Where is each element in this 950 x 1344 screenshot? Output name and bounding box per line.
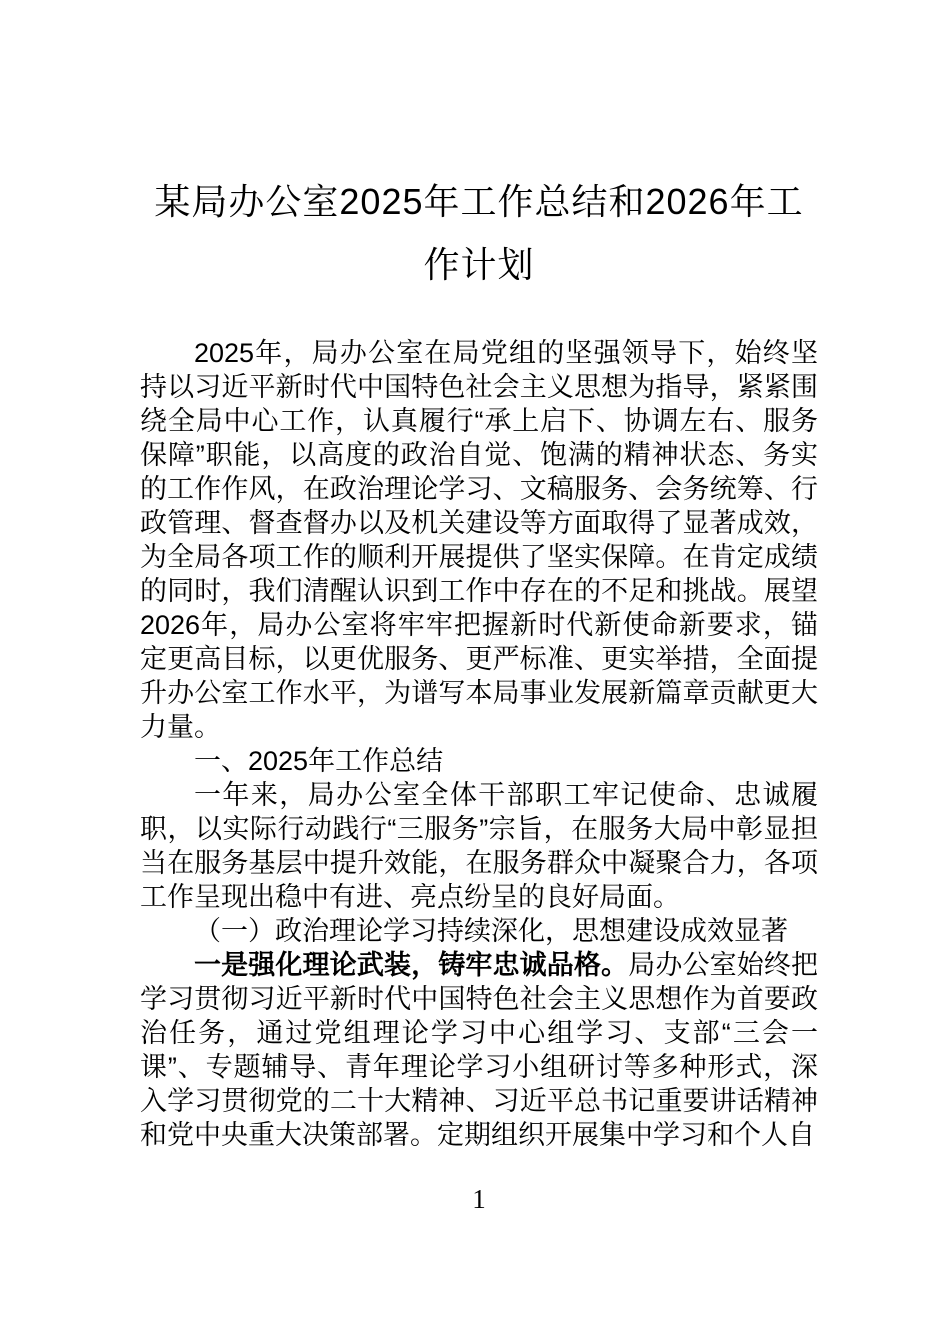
intro-paragraph: 2025年，局办公室在局党组的坚强领导下，始终坚持以习近平新时代中国特色社会主义思想为指导，紧紧围绕全局中心工作，认真履行“承上启下、协调左右、服务保障”职能，以高度的政治自觉、饱满的精神状态、务实的工作作风，在政治理论学习、文稿服务、会务统筹、行政管理、督查督办以及机关建设等方面取得了显著成效，为全局各项工作的顺利开展提供了坚实保障。在肯定成绩的同时，我们清醒认识到工作中存在的不足和挑战。展望2026年，局办公室将牢牢把握新时代新使命新要求，锚定更高目标，以更优服务、更严标准、更实举措，全面提升办公室工作水平，为谱写本局事业发展新篇章贡献更大力量。: [140, 338, 818, 742]
document-title: 某局办公室2025年工作总结和2026年工作计划: [154, 181, 804, 285]
point-lead-bold: 一是强化理论武装，铸牢忠诚品格。: [194, 950, 629, 980]
section-overview-paragraph: 一年来，局办公室全体干部职工牢记使命、忠诚履职，以实际行动践行“三服务”宗旨，在服务大局中彰显担当在服务基层中提升效能，在服务群众中凝聚合力，各项工作呈现出稳中有进、亮点纷呈的良好局面。: [140, 780, 818, 912]
document-content: [140, 170, 818, 1152]
point-body-text: 局办公室始终把学习贯彻习近平新时代中国特色社会主义思想作为首要政治任务，通过党组理论学习中心组学习、支部“三会一课”、专题辅导、青年理论学习小组研讨等多种形式，深入学习贯彻党的二十大精神、习近平总书记重要讲话精神和党中央重大决策部署。定期组织开展集中学习和个人自: [140, 950, 819, 1150]
section-heading-2025-summary: 一、2025年工作总结: [194, 746, 444, 776]
page-number: 1: [472, 1184, 486, 1214]
point-paragraph-theory-arming: [140, 948, 818, 1152]
subsection-heading-political-theory: （一）政治理论学习持续深化，思想建设成效显著: [194, 916, 788, 946]
